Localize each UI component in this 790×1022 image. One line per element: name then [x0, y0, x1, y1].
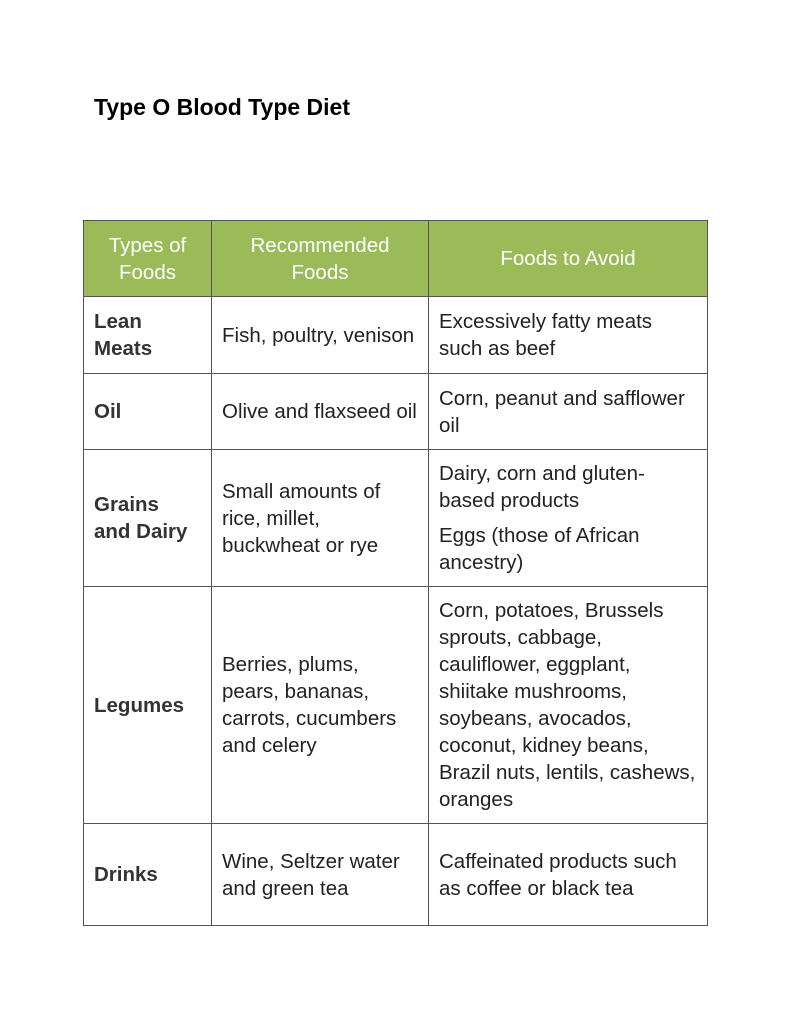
recommended-text: Berries, plums, pears, bananas, carrots, cucumbers and celery: [222, 653, 397, 757]
recommended-text: Small amounts of rice, millet, buckwheat or rye: [222, 479, 381, 557]
recommended-cell: [212, 587, 429, 824]
table-row: [84, 374, 708, 450]
avoid-cell: [429, 297, 708, 374]
table-row: [84, 587, 708, 824]
header-foods-to-avoid: Foods to Avoid: [429, 221, 708, 297]
avoid-text: Dairy, corn and gluten-based products: [439, 462, 645, 512]
header-recommended-foods: Recommended Foods: [212, 221, 429, 297]
avoid-cell: [429, 450, 708, 587]
recommended-text: Wine, Seltzer water and green tea: [222, 849, 400, 900]
recommended-cell: [212, 824, 429, 926]
recommended-cell: [212, 297, 429, 374]
avoid-text: Eggs (those of African ancestry): [439, 524, 640, 574]
table-row: [84, 297, 708, 374]
document-title: Type O Blood Type Diet: [94, 94, 350, 120]
recommended-text: Olive and flaxseed oil: [222, 400, 417, 423]
avoid-text: Corn, peanut and safflower oil: [439, 386, 685, 437]
table-row: [84, 450, 708, 587]
food-type-cell: Oil: [84, 374, 212, 450]
recommended-text: Fish, poultry, venison: [222, 323, 415, 347]
table-row: [84, 824, 708, 926]
recommended-cell: [212, 374, 429, 450]
food-type-cell: Lean Meats: [84, 297, 212, 374]
avoid-cell: [429, 587, 708, 824]
diet-table: [83, 220, 708, 926]
table-body: [84, 297, 708, 926]
avoid-text: Caffeinated products such as coffee or black tea: [439, 849, 677, 900]
avoid-cell: [429, 824, 708, 926]
table-header: [84, 221, 708, 297]
avoid-cell: [429, 374, 708, 450]
recommended-cell: [212, 450, 429, 587]
header-types-of-foods: Types of Foods: [84, 221, 212, 297]
food-type-cell: Legumes: [84, 587, 212, 824]
avoid-text: Excessively fatty meats such as beef: [439, 310, 653, 360]
header-row: [84, 221, 708, 297]
avoid-text: Corn, potatoes, Brussels sprouts, cabbage, cauliflower, eggplant, shiitake mushrooms, soybeans, avocados, coconut, kidney beans, Brazil nuts, lentils, cashews, oranges: [439, 599, 696, 811]
food-type-cell: Grains and Dairy: [84, 450, 212, 587]
food-type-cell: Drinks: [84, 824, 212, 926]
